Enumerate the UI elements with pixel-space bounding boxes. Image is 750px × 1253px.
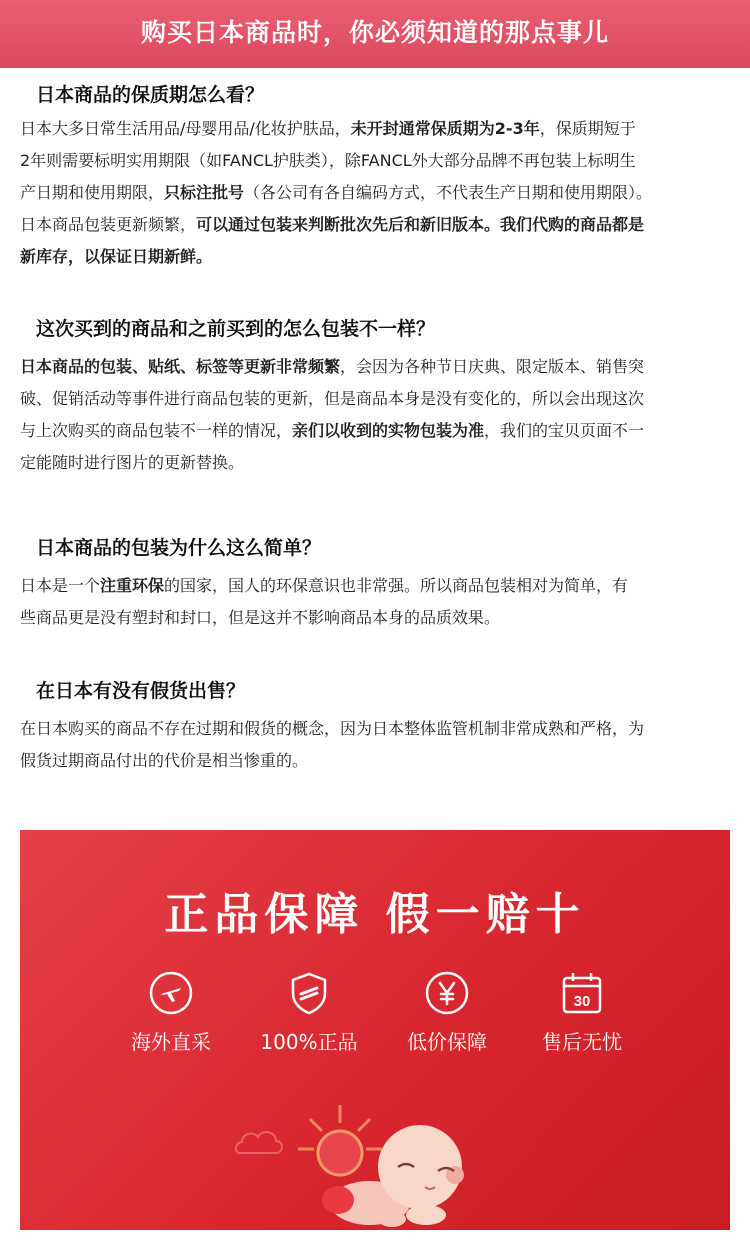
feature-label: 售后无忧 (542, 1030, 622, 1054)
airplane-icon (148, 970, 194, 1016)
answer-emphasis: 注重环保 (100, 576, 165, 595)
answer-emphasis: 未开封通常保质期为2-3年 (350, 119, 540, 138)
section-4-answer (20, 713, 644, 777)
answer-text: ，会因为各种节日庆典、限定版本、销售突 (340, 357, 645, 376)
section-1-answer (20, 113, 652, 273)
answer-text: 2年则需要标明实用期限（如FANCL护肤类），除FANCL外大部分品牌不再包装上标明生 (20, 151, 636, 170)
answer-line (20, 447, 644, 479)
feature-low-price (382, 970, 512, 1055)
guarantee-banner (20, 830, 730, 1230)
answer-line (20, 570, 628, 602)
answer-line (20, 241, 652, 273)
section-3-answer (20, 570, 628, 634)
baby-mascot-illustration (230, 1075, 550, 1230)
answer-text: ，我们的宝贝页面不一 (484, 421, 645, 440)
yen-icon (424, 970, 470, 1016)
answer-text: 的国家，国人的环保意识也非常强。所以商品包装相对为简单，有 (164, 576, 629, 595)
answer-emphasis: 只标注批号 (164, 183, 245, 202)
answer-line (20, 745, 644, 777)
answer-text: 日本是一个 (20, 576, 101, 595)
answer-line (20, 713, 644, 745)
answer-text: 日本大多日常生活用品/母婴用品/化妆护肤品， (20, 119, 351, 138)
feature-overseas (106, 970, 236, 1055)
answer-text: 假货过期商品付出的代价是相当惨重的。 (20, 751, 309, 770)
banner-title: 正品保障 假一赔十 (164, 889, 586, 940)
answer-emphasis: 可以通过包装来判断批次先后和新旧版本。我们代购的商品都是 (196, 215, 645, 234)
answer-line (20, 383, 644, 415)
answer-text: 破、促销活动等事件进行商品包装的更新，但是商品本身是没有变化的，所以会出现这次 (20, 389, 645, 408)
answer-emphasis: 日本商品的包装、贴纸、标签等更新非常频繁 (20, 357, 341, 376)
answer-line (20, 415, 644, 447)
calendar-icon (559, 970, 605, 1016)
section-3-question: 日本商品的包装为什么这么简单？ (36, 537, 322, 559)
section-1-question: 日本商品的保质期怎么看？ (36, 84, 265, 106)
answer-line (20, 602, 628, 634)
calendar-number: 30 (573, 993, 591, 1010)
shield-icon (286, 970, 332, 1016)
answer-line (20, 177, 652, 209)
answer-emphasis: 亲们以收到的实物包装为准 (292, 421, 485, 440)
feature-label: 100%正品 (260, 1030, 358, 1054)
header-bar (0, 0, 750, 68)
answer-line (20, 113, 652, 145)
answer-text: 在日本购买的商品不存在过期和假货的概念，因为日本整体监管机制非常成熟和严格，为 (20, 719, 645, 738)
answer-emphasis: 新库存，以保证日期新鲜。 (20, 247, 213, 266)
feature-label: 海外直采 (131, 1030, 211, 1054)
feature-after-sales (517, 970, 647, 1055)
answer-text: 与上次购买的商品包装不一样的情况， (20, 421, 293, 440)
answer-text: ，保质期短于 (539, 119, 636, 138)
answer-line (20, 351, 644, 383)
answer-text: 定能随时进行图片的更新替换。 (20, 453, 245, 472)
answer-text: 产日期和使用期限， (20, 183, 165, 202)
section-4-question: 在日本有没有假货出售？ (36, 680, 246, 702)
feature-label: 低价保障 (407, 1030, 487, 1054)
page-title: 购买日本商品时，你必须知道的那点事儿 (140, 18, 609, 47)
answer-text: （各公司有各自编码方式，不代表生产日期和使用期限）。 (244, 183, 653, 202)
section-2-question: 这次买到的商品和之前买到的怎么包装不一样？ (36, 318, 436, 340)
answer-line (20, 209, 652, 241)
answer-text: 日本商品包装更新频繁， (20, 215, 197, 234)
feature-genuine (244, 970, 374, 1055)
answer-text: 些商品更是没有塑封和封口，但是这并不影响商品本身的品质效果。 (20, 608, 501, 627)
answer-line (20, 145, 652, 177)
section-2-answer (20, 351, 644, 479)
